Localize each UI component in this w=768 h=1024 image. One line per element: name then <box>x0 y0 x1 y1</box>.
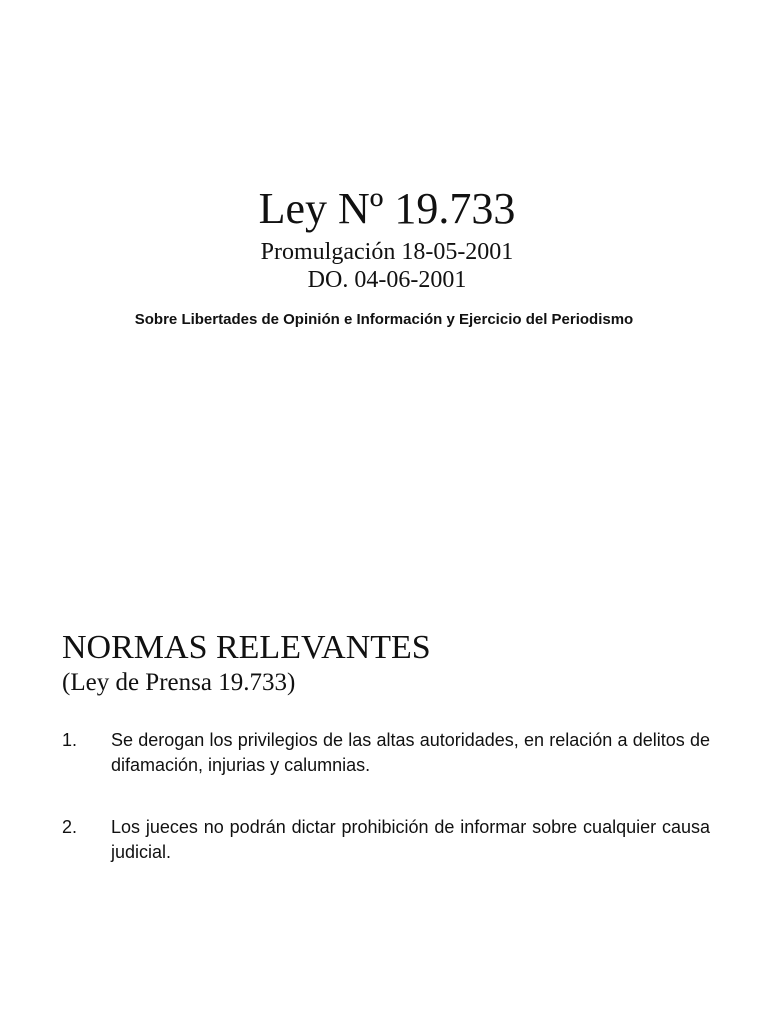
section-subheading: (Ley de Prensa 19.733) <box>62 669 296 696</box>
list-item <box>62 728 710 778</box>
law-subject: Sobre Libertades de Opinión e Información y Ejercicio del Periodismo <box>134 311 634 328</box>
law-title: Ley Nº 19.733 <box>258 184 516 233</box>
norms-list <box>62 728 710 865</box>
list-item-number: 1. <box>62 730 78 750</box>
document-header <box>0 180 768 330</box>
list-item <box>62 815 710 865</box>
relevant-norms-section <box>62 628 710 902</box>
list-item-text: Se derogan los privilegios de las altas autoridades, en relación a delitos de difamación, injurias y calumnias. <box>111 730 710 775</box>
section-heading: NORMAS RELEVANTES <box>62 629 431 666</box>
list-item-number: 2. <box>62 817 78 837</box>
list-item-text: Los jueces no podrán dictar prohibición de informar sobre cualquier causa judicial. <box>111 817 710 862</box>
publication-date: DO. 04-06-2001 <box>307 267 467 293</box>
promulgation-date: Promulgación 18-05-2001 <box>260 239 514 265</box>
